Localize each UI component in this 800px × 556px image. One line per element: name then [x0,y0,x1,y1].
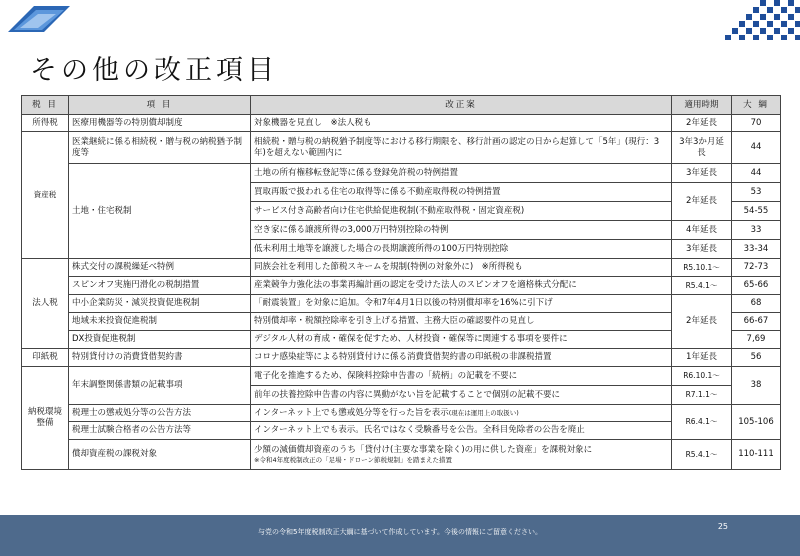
table-row [22,164,781,183]
content-cell: サービス付き高齢者向け住宅供給促進税制(不動産取得税・固定資産税) [251,202,672,221]
table-row [22,422,781,440]
header-tax: 税 目 [22,96,69,115]
content-cell: 産業競争力強化法の事業再編計画の認定を受けた法人のスピンオフを適格株式分配に [251,277,672,295]
content-cell [251,440,672,470]
page-number: 25 [717,522,728,531]
table-row [22,349,781,367]
outline-cell: 65-66 [732,277,781,295]
content-cell: 同族会社を利用した節税スキームを規制(特例の対象外に) ※所得税も [251,259,672,277]
outline-cell: 110-111 [732,440,781,470]
period-cell: R5.10.1〜 [672,259,732,277]
outline-cell: 105-106 [732,405,781,440]
period-cell: R5.4.1〜 [672,277,732,295]
outline-cell: 33 [732,221,781,240]
tax-cell: 資産税 [22,132,69,259]
outline-cell: 56 [732,349,781,367]
content-note: (現在は運用上の取扱い) [448,408,519,417]
content-cell: 対象機器を見直し ※法人税も [251,115,672,132]
outline-cell: 68 [732,295,781,313]
item-cell: DX投資促進税制 [69,331,251,349]
table-header-row [22,96,781,115]
content-cell [251,405,672,422]
content-cell: 土地の所有権移転登記等に係る登録免許税の特例措置 [251,164,672,183]
tax-cell: 印紙税 [22,349,69,367]
content-note: ※令和4年度税制改正の「足場・ドローン節税規制」を踏まえた措置 [254,455,452,464]
outline-cell: 38 [732,367,781,405]
table-row [22,440,781,470]
table-row [22,367,781,386]
content-cell: 電子化を推進するため、保険料控除申告書の「続柄」の記載を不要に [251,367,672,386]
table-row [22,331,781,349]
item-cell: 地域未来投資促進税制 [69,313,251,331]
item-cell: 税理士試験合格者の公告方法等 [69,422,251,440]
footer-note: 与党の令和5年度税制改正大綱に基づいて作成しています。今後の情報にご留意ください。 [258,528,542,536]
item-cell: 税理士の懲戒処分等の公告方法 [69,405,251,422]
period-cell: R6.10.1〜 [672,367,732,386]
item-cell: スピンオフ実施円滑化の税制措置 [69,277,251,295]
table-row [22,277,781,295]
item-cell: 株式交付の課税繰延べ特例 [69,259,251,277]
content-text: インターネット上でも懲戒処分等を行った旨を表示 [254,407,449,418]
content-cell: 低未利用土地等を譲渡した場合の長期譲渡所得の100万円特別控除 [251,240,672,259]
period-cell: 2年延長 [672,115,732,132]
content-cell: 相続税・贈与税の納税猶予制度等における移行期限を、移行計画の認定の日から起算して「5年」(現行：3年)を超えない範囲内に [251,132,672,164]
tax-cell: 所得税 [22,115,69,132]
page-title: その他の改正項目 [30,55,278,86]
table-row [22,295,781,313]
item-cell: 特別貸付けの消費貸借契約書 [69,349,251,367]
period-cell: 3年延長 [672,240,732,259]
revision-table [21,95,781,470]
company-logo-icon [8,6,70,34]
period-cell: R7.1.1〜 [672,386,732,405]
content-cell: コロナ感染症等による特別貸付けに係る消費貸借契約書の印紙税の非課税措置 [251,349,672,367]
outline-cell: 33-34 [732,240,781,259]
tax-cell: 法人税 [22,259,69,349]
header-outline: 大 綱 [732,96,781,115]
table-row [22,259,781,277]
period-cell: 4年延長 [672,221,732,240]
outline-cell: 44 [732,164,781,183]
period-cell: 1年延長 [672,349,732,367]
content-cell: 前年の扶養控除申告書の内容に異動がない旨を記載することで個別の記載不要に [251,386,672,405]
header-period: 適用時期 [672,96,732,115]
checker-pattern-decoration [718,0,800,40]
item-cell: 医業継続に係る相続税・贈与税の納税猶予制度等 [69,132,251,164]
outline-cell: 44 [732,132,781,164]
content-cell: 「耐震装置」を対象に追加。令和7年4月1日以後の特別償却率を16%に引下げ [251,295,672,313]
content-cell: インターネット上でも表示。氏名ではなく受験番号を公告。全科目免除者の公告を廃止 [251,422,672,440]
table-row [22,313,781,331]
period-cell: 3年3か月延長 [672,132,732,164]
period-cell: R6.4.1〜 [672,405,732,440]
outline-cell: 7,69 [732,331,781,349]
period-cell: 3年延長 [672,164,732,183]
period-cell: 2年延長 [672,295,732,349]
outline-cell: 53 [732,183,781,202]
item-cell: 医療用機器等の特別償却制度 [69,115,251,132]
outline-cell: 66-67 [732,313,781,331]
table-row [22,115,781,132]
content-cell: デジタル人材の育成・確保を促すため、人材投資・確保等に関連する事項を要件に [251,331,672,349]
period-cell: R5.4.1〜 [672,440,732,470]
content-cell: 特別償却率・税額控除率を引き上げる措置、主務大臣の確認要件の見直し [251,313,672,331]
content-cell: 空き家に係る譲渡所得の3,000万円特別控除の特例 [251,221,672,240]
outline-cell: 70 [732,115,781,132]
item-cell: 土地・住宅税制 [69,164,251,259]
item-cell: 年末調整関係書類の記載事項 [69,367,251,405]
header-content: 改正案 [251,96,672,115]
content-text: 少額の減価償却資産のうち「貸付け(主要な事業を除く)の用に供した資産」を課税対象に [254,445,593,456]
tax-cell: 納税環境整備 [22,367,69,470]
table-row [22,405,781,422]
table-row [22,132,781,164]
item-cell: 償却資産税の課税対象 [69,440,251,470]
outline-cell: 54-55 [732,202,781,221]
outline-cell: 72-73 [732,259,781,277]
period-cell: 2年延長 [672,183,732,221]
footer-bar [0,515,800,556]
item-cell: 中小企業防災・減災投資促進税制 [69,295,251,313]
header-item: 項 目 [69,96,251,115]
content-cell: 買取再販で扱われる住宅の取得等に係る不動産取得税の特例措置 [251,183,672,202]
